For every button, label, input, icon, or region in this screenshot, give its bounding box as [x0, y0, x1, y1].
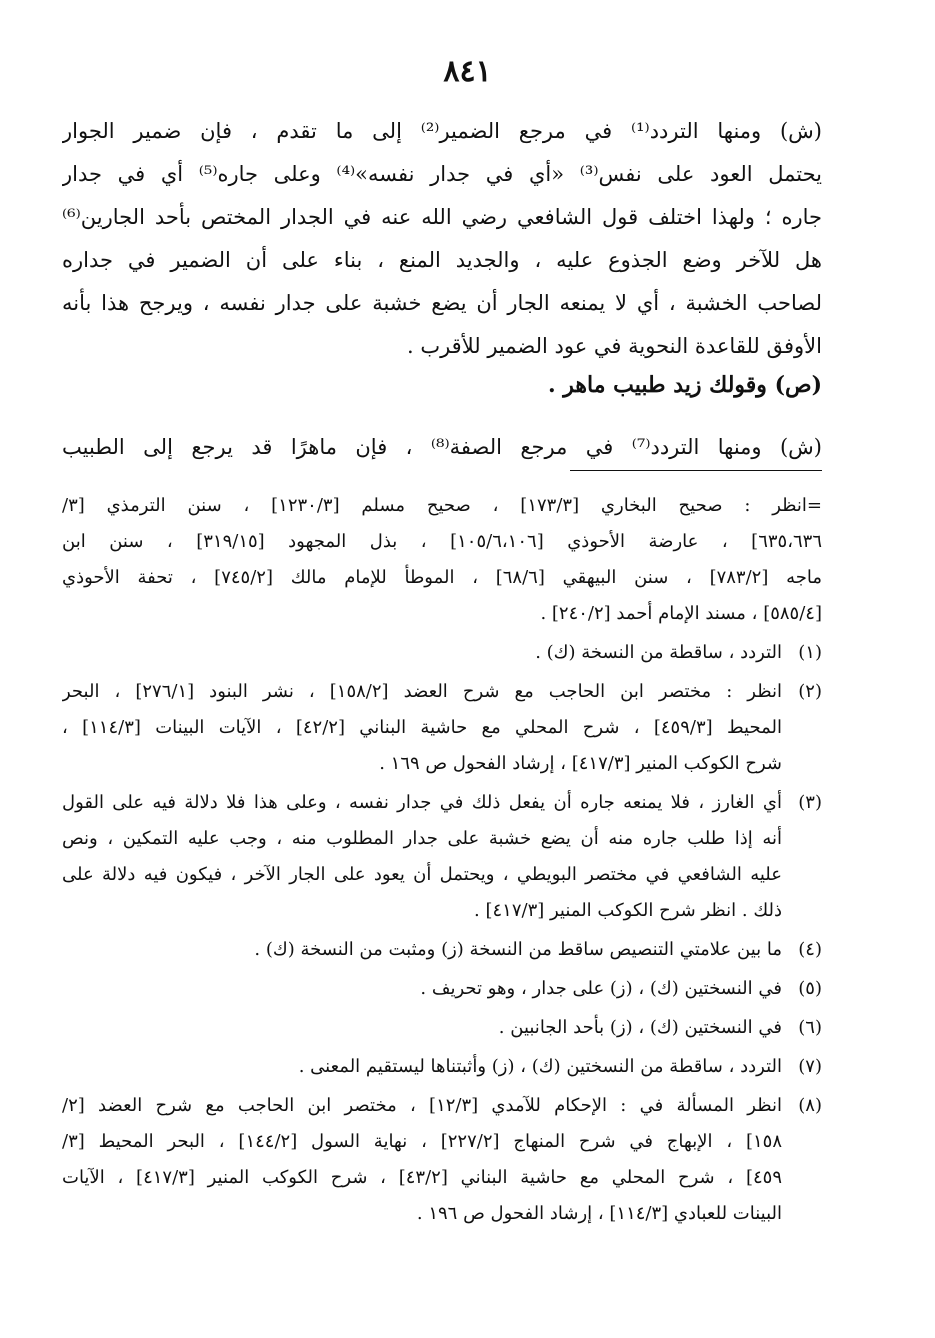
- paragraph-line: الأوفق للقاعدة النحوية في عود الضمير للأقرب .: [406, 334, 822, 358]
- footnote-line: البينات للعبادي [١١٤/٣] ، إرشاد الفحول ص ١٩٦ .: [416, 1203, 782, 1224]
- footnote-1: [62, 635, 822, 671]
- footnote-8: [62, 1088, 822, 1232]
- footnote-line: عليه الشافعي في مختصر البويطي ، ويحتمل أن يعود على الجار الآخر ، فيكون فيه دلالة على: [62, 864, 782, 885]
- main-paragraph: [62, 110, 822, 368]
- footnote-divider: [570, 470, 822, 471]
- footnote-line: انظر المسألة في : الإحكام للآمدي [١٢/٣] ، مختصر ابن الحاجب مع شرح العضد [٢/: [62, 1095, 783, 1116]
- footnote-3: [62, 785, 822, 929]
- footnote-line: ٤٥٩] ، شرح المحلي مع حاشية البناني [٤٣/٢] ، شرح الكوكب المنير [٤١٧/٣] ، الآيات: [62, 1167, 782, 1188]
- footnote-6: [62, 1010, 822, 1046]
- footnote-number: (٦): [798, 1017, 822, 1038]
- footnote-line: ١٥٨] ، الإبهاج في شرح المنهاج [٢٢٧/٢] ، نهاية السول [١٤٤/٢] ، البحر المحيط [٣/: [62, 1131, 782, 1152]
- footnote-number: (٤): [798, 939, 822, 960]
- commentary-line: (ش) ومنها التردد⁽⁷⁾ في مرجع الصفة⁽⁸⁾ ، فإن ماهرًا قد يرجع إلى الطبيب: [62, 435, 822, 459]
- footnotes-section: [62, 488, 822, 1235]
- footnote-line: ذلك . انظر شرح الكوكب المنير [٤١٧/٣] .: [474, 900, 782, 921]
- paragraph-line: هل للآخر وضع الجذوع عليه ، والجديد المنع ، بناء على أن الضمير في جداره: [62, 248, 822, 272]
- footnote-line: في النسختين (ك) ، (ز) على جدار ، وهو تحريف .: [420, 978, 782, 999]
- paragraph-line: لصاحب الخشبة ، أي لا يمنعه الجار أن يضع خشبة على جدار نفسه ، ويرجح هذا بأنه: [62, 291, 822, 315]
- footnote-number: (٨): [798, 1095, 822, 1116]
- footnote-line: انظر : مختصر ابن الحاجب مع شرح العضد [١٥٨/٢] ، نشر البنود [٢٧٦/١] ، البحر: [62, 681, 782, 702]
- paragraph-line: جاره ؛ ولهذا اختلف قول الشافعي رضي الله عنه في الجدار المختص بأحد الجارين⁽⁶⁾: [62, 205, 822, 229]
- footnote-line: ٦٣٥،٦٣٦] ، عارضة الأحوذي [١٠٥/٦،١٠٦] ، بذل المجهود [٣١٩/١٥] ، سنن ابن: [62, 531, 822, 552]
- page-number: ٨٤١: [443, 54, 492, 89]
- footnote-number: (٣): [798, 792, 822, 813]
- footnote-line: شرح الكوكب المنير [٤١٧/٣] ، إرشاد الفحول ص ١٦٩ .: [379, 753, 782, 774]
- footnote-line: ماجه [٧٨٣/٢] ، سنن البيهقي [٦٨/٦] ، الموطأ للإمام مالك [٧٤٥/٢] ، تحفة الأحوذي: [62, 567, 822, 588]
- footnote-number: (٧): [798, 1056, 822, 1077]
- paragraph-line: يحتمل العود على نفس⁽³⁾ «أي في جدار نفسه»⁽⁴⁾ وعلى جاره⁽⁵⁾ أي في جدار: [62, 162, 822, 186]
- footnote-line: [٥٨٥/٤] ، مسند الإمام أحمد [٢٤٠/٢] .: [540, 603, 822, 624]
- footnote-7: [62, 1049, 822, 1085]
- footnote-line: في النسختين (ك) ، (ز) بأحد الجانبين .: [498, 1017, 782, 1038]
- footnote-line: =انظر : صحيح البخاري [١٧٣/٣] ، صحيح مسلم [١٢٣٠/٣] ، سنن الترمذي [٣/: [62, 495, 822, 516]
- footnote-line: ما بين علامتي التنصيص ساقط من النسخة (ز) ومثبت من النسخة (ك) .: [254, 939, 782, 960]
- footnote-4: [62, 932, 822, 968]
- footnote-continuation: [62, 488, 822, 632]
- footnote-line: التردد ، ساقطة من النسختين (ك) ، (ز) وأثبتناها ليستقيم المعنى .: [298, 1056, 782, 1077]
- paragraph-line: (ش) ومنها التردد⁽¹⁾ في مرجع الضمير⁽²⁾ إلى ما تقدم ، فإن ضمير الجوار: [62, 119, 822, 143]
- footnote-number: (٢): [798, 681, 822, 702]
- footnote-5: [62, 971, 822, 1007]
- footnote-number: (٥): [798, 978, 822, 999]
- footnote-line: أنه إذا طلب جاره منه أن يضع خشبة على جدار المطلوب منه ، وجب عليه التمكين ، ونص: [62, 828, 782, 849]
- footnote-line: أي الغارز ، فلا يمنعه جاره أن يفعل ذلك في جدار نفسه ، وعلى هذا فلا دلالة فيه على القول: [62, 792, 782, 813]
- footnote-2: [62, 674, 822, 782]
- section-heading: (ص) وقولك زيد طبيب ماهر .: [547, 372, 822, 398]
- footnote-line: التردد ، ساقطة من النسخة (ك) .: [535, 642, 782, 663]
- footnote-line: المحيط [٤٥٩/٣] ، شرح المحلي مع حاشية البناني [٤٢/٢] ، الآيات البينات [١١٤/٣] ،: [62, 717, 782, 738]
- footnote-number: (١): [798, 642, 822, 663]
